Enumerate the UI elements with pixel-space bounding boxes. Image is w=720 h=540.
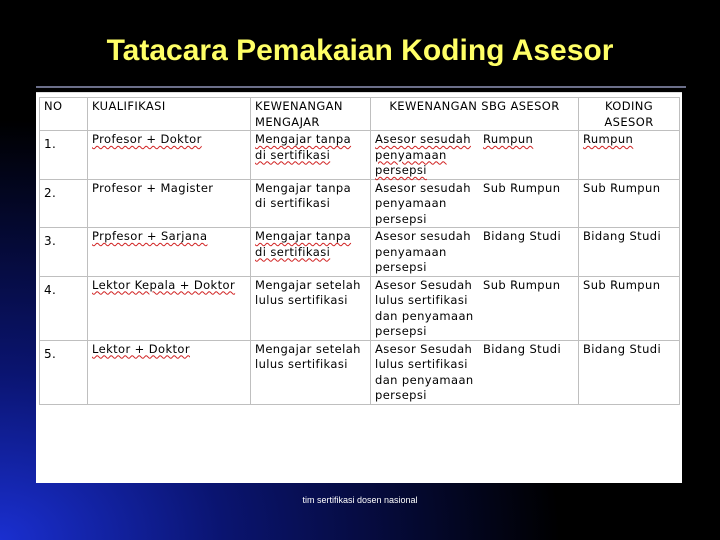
row-kualifikasi (88, 340, 251, 404)
table-row (40, 131, 680, 180)
slide-title: Tatacara Pemakaian Koding Asesor (106, 34, 614, 67)
row-kualifikasi-text: Lektor + Doktor (92, 341, 190, 356)
row-koding: Bidang Studi (579, 340, 680, 404)
row-sbg-asesor-text: Asesor Sesudah lulus sertifikasi dan penyamaan persepsi (375, 277, 474, 338)
table-header-row (40, 98, 680, 131)
row-kualifikasi-text: Lektor Kepala + Doktor (92, 277, 236, 292)
asesor-table (39, 97, 680, 405)
table-row (40, 340, 680, 404)
row-sbg-rumpun: Bidang Studi (483, 341, 562, 356)
table-row (40, 276, 680, 340)
row-sbg-rumpun: Bidang Studi (483, 229, 562, 243)
row-kualifikasi (88, 276, 251, 340)
row-mengajar-text: Mengajar tanpa di sertifikasi (255, 229, 352, 259)
row-sbg-rumpun: Sub Rumpun (483, 277, 561, 292)
table-panel (36, 92, 682, 483)
row-sbg-asesor (371, 131, 579, 180)
row-mengajar: Mengajar setelah lulus sertifikasi (251, 276, 371, 340)
table-row (40, 228, 680, 277)
row-sbg-asesor (371, 340, 579, 404)
header-kewenangan-sbg-asesor: KEWENANGAN SBG ASESOR (371, 98, 579, 131)
row-koding: Sub Rumpun (579, 276, 680, 340)
header-kewenangan-mengajar (251, 98, 371, 131)
row-mengajar (251, 228, 371, 277)
row-sbg-asesor-text: Asesor sesudah penyamaan persepsi (375, 132, 471, 177)
row-sbg-rumpun: Sub Rumpun (483, 180, 561, 195)
row-kualifikasi-text: Prpfesor + Sarjana (92, 229, 208, 243)
row-koding-text: Rumpun (583, 132, 634, 146)
row-kualifikasi (88, 228, 251, 277)
row-sbg-asesor-text: Asesor sesudah penyamaan persepsi (375, 180, 471, 226)
row-no: 5. (40, 340, 88, 404)
row-mengajar: Mengajar tanpa di sertifikasi (251, 179, 371, 228)
header-kewenangan-mengajar-label: KEWENANGAN MENGAJAR (255, 99, 343, 129)
row-sbg-asesor (371, 276, 579, 340)
footer-note: tim sertifikasi dosen nasional (302, 495, 418, 505)
row-kualifikasi-text: Profesor + Doktor (92, 132, 202, 146)
row-sbg-asesor-text: Asesor Sesudah lulus sertifikasi dan penyamaan persepsi (375, 341, 474, 402)
row-mengajar (251, 131, 371, 180)
row-no: 1. (40, 131, 88, 180)
row-koding (579, 131, 680, 180)
header-koding-asesor: KODING ASESOR (579, 98, 680, 131)
row-koding: Bidang Studi (579, 228, 680, 277)
row-koding: Sub Rumpun (579, 179, 680, 228)
row-sbg-asesor (371, 179, 579, 228)
table-row (40, 179, 680, 228)
row-sbg-asesor (371, 228, 579, 277)
header-no: NO (40, 98, 88, 131)
row-kualifikasi: Profesor + Magister (88, 179, 251, 228)
row-kualifikasi (88, 131, 251, 180)
row-sbg-asesor-text: Asesor sesudah penyamaan persepsi (375, 229, 471, 274)
row-sbg-rumpun: Rumpun (483, 132, 534, 146)
row-no: 4. (40, 276, 88, 340)
row-mengajar-text: Mengajar tanpa di sertifikasi (255, 132, 352, 162)
row-mengajar: Mengajar setelah lulus sertifikasi (251, 340, 371, 404)
row-no: 2. (40, 179, 88, 228)
header-kualifikasi: KUALIFIKASI (88, 98, 251, 131)
title-divider (36, 86, 686, 88)
row-no: 3. (40, 228, 88, 277)
